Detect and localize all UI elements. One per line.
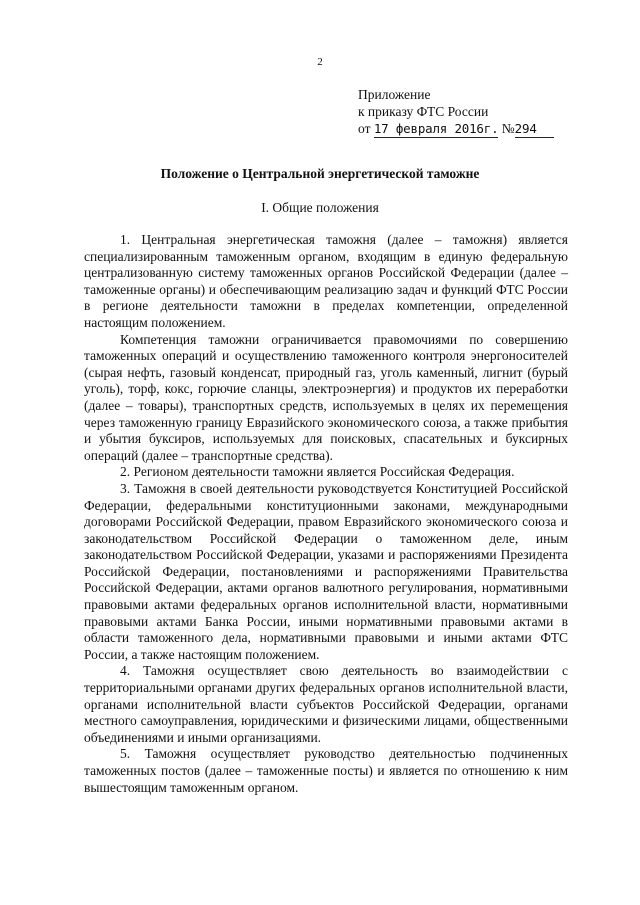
document-title: Положение о Центральной энергетической таможне bbox=[160, 166, 480, 181]
order-number: 294 bbox=[514, 121, 537, 136]
paragraph-3: 3. Таможня в своей деятельности руководствуется Конституцией Российской Федерации, федеральными конституционными законами, международными договорами Российской Федерации, правом Евразийского экономического союза и законодательством Российской Федерации о таможенном деле, иным законодательством Российской Федерации, указами и распоряжениями Президента Российской Федерации, постановлениями и распоряжениями Правительства Российской Федерации, актами органов валютного регулирования, нормативными правовыми актами федеральных органов исполнительной власти, нормативными правовыми актами Банка России, иными нормативными правовыми актами в области таможенного дела, нормативными правовыми и иными актами ФТС России, а также настоящим положением. bbox=[84, 480, 568, 662]
appendix-block bbox=[358, 86, 554, 137]
paragraph-4: 4. Таможня осуществляет свою деятельность во взаимодействии с территориальными органами других федеральных органов исполнительной власти, органами исполнительной власти субъектов Российской Федерации, органами местного самоуправления, юридическими и физическими лицами, общественными объединениями и иными организациями. bbox=[84, 663, 568, 745]
paragraph-2: 2. Регионом деятельности таможни является Российская Федерация. bbox=[120, 464, 515, 480]
number-prefix: № bbox=[501, 121, 515, 136]
paragraph-5: 5. Таможня осуществляет руководство деятельностью подчиненных таможенных постов (далее – таможенные посты) и является по отношению к ним вышестоящим таможенным органом. bbox=[84, 746, 568, 795]
appendix-order-ref: к приказу ФТС России bbox=[358, 104, 489, 119]
paragraph-1: 1. Центральная энергетическая таможня (далее – таможня) является специализированным таможенным органом, входящим в единую федеральную централизованную систему таможенных органов Российской Федерации (далее – таможенные органы) и обеспечивающим реализацию задач и функций ФТС России в регионе деятельности таможни в пределах компетенции, определенной настоящим положением. bbox=[84, 232, 568, 330]
appendix-label: Приложение bbox=[358, 87, 431, 102]
date-prefix: от bbox=[358, 121, 371, 136]
page-number: 2 bbox=[317, 56, 323, 68]
section-heading: I. Общие положения bbox=[261, 200, 379, 215]
order-date: 17 февраля 2016г. bbox=[373, 121, 499, 136]
appendix-date-line bbox=[358, 120, 554, 137]
paragraph-competence: Компетенция таможни ограничивается правомочиями по совершению таможенных операций и осуществлению таможенного контроля энергоносителей (сырая нефть, газовый конденсат, природный газ, уголь каменный, лигнит (бурый уголь), торф, кокс, горючие сланцы, электроэнергия) и продуктов их переработки (далее – товары), транспортных средств, используемых в целях их перемещения через таможенную границу Евразийского экономического союза, а также прибытия и убытия буксиров, используемых для поисковых, спасательных и буксирных операций (далее – транспортные средства). bbox=[84, 331, 568, 463]
document-body bbox=[84, 232, 568, 796]
